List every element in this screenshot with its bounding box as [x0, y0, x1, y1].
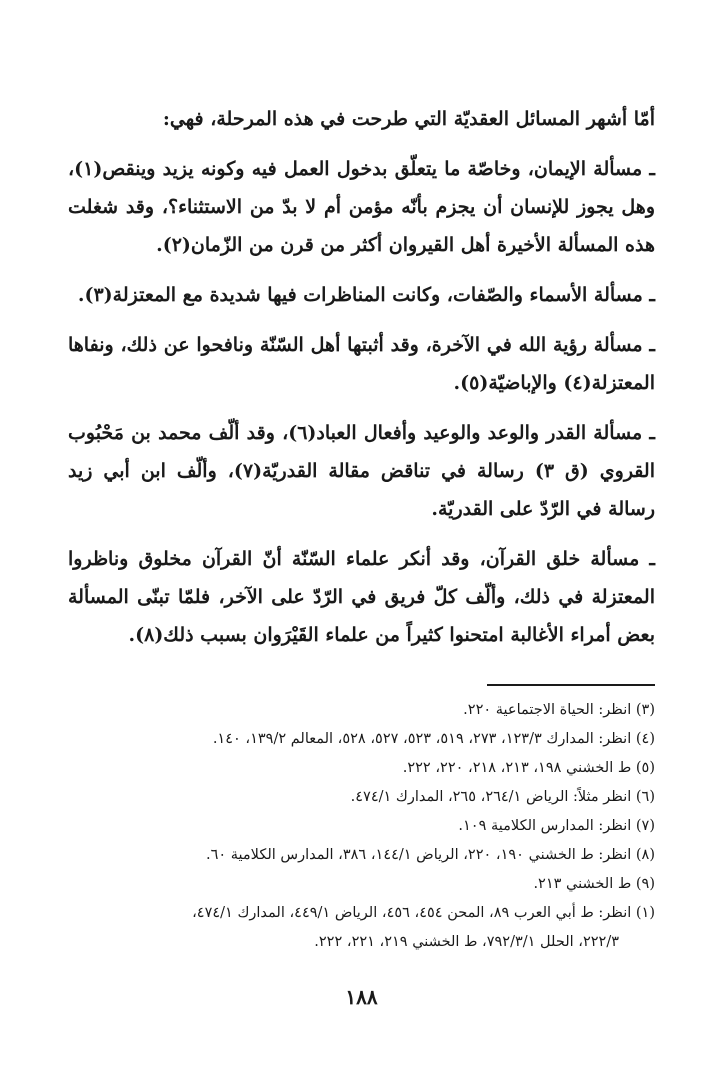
footnote: (٣) انظر: الحياة الاجتماعية ٢٢٠. [463, 702, 655, 718]
page-number: ١٨٨ [345, 985, 378, 1009]
body-item-creation-of-quran: ـ مسألة خلق القرآن، وقد أنكر علماء السّنّة أنّ القرآن مخلوق وناظروا المعتزلة في ذلك، وألّف كلّ فريق في الرّدّ على الآخر، فلمّا تبنّى المسألة بعض أمراء الأغالبة امتحنوا كثيراً من علماء القَيْرَوان بسبب ذلك(٨). [68, 548, 655, 646]
footnote [56, 899, 655, 957]
body-item-predestination: ـ مسألة القدر والوعد والوعيد وأفعال العباد(٦)، وقد ألّف محمد بن مَحْبُوب القروي (ق ٣) رسالة في تناقض مقالة القدريّة(٧)، وألّف ابن أبي زيد رسالة في الرّدّ على القدريّة. [68, 422, 655, 520]
footnote-divider [487, 684, 655, 686]
footnote: (٧) انظر: المدارس الكلامية ١٠٩. [458, 818, 655, 834]
body-item-faith: ـ مسألة الإيمان، وخاصّة ما يتعلّق بدخول العمل فيه وكونه يزيد وينقص(١)، وهل يجوز للإنسان أن يجزم بأنّه مؤمن أم لا بدّ من الاستثناء؟، وقد شغلت هذه المسألة الأخيرة أهل القيروان أكثر من قرن من الزّمان(٢). [68, 158, 655, 256]
footnote: (٨) انظر: ط الخشني ١٩٠، ٢٢٠، الرياض ١٤٤/١، ٣٨٦، المدارس الكلامية ٦٠. [205, 847, 655, 863]
body-item-vision-of-god: ـ مسألة رؤية الله في الآخرة، وقد أثبتها أهل السّنّة ونافحوا عن ذلك، ونفاها المعتزلة(٤) والإباضيّة(٥). [68, 334, 655, 394]
footnote: (٩) ط الخشني ٢١٣. [533, 876, 655, 892]
document-page [68, 100, 655, 1075]
footnotes-section [56, 684, 655, 957]
body-item-names-attributes: ـ مسألة الأسماء والصّفات، وكانت المناظرات فيها شديدة مع المعتزلة(٣). [77, 284, 655, 306]
intro-paragraph: أمّا أشهر المسائل العقديّة التي طرحت في هذه المرحلة، فهي: [162, 108, 655, 130]
footnote: (٤) انظر: المدارك ١٢٣/٣، ٢٧٣، ٥١٩، ٥٢٣، ٥٢٧، ٥٢٨، المعالم ١٣٩/٢، ١٤٠. [212, 731, 655, 747]
footnote: (٥) ط الخشني ١٩٨، ٢١٣، ٢١٨، ٢٢٠، ٢٢٢. [402, 760, 655, 776]
footnote: (٦) انظر مثلاً: الرياض ٢٦٤/١، ٢٦٥، المدارك ٤٧٤/١. [350, 789, 655, 805]
footnote-text: (١) انظر: ط أبي العرب ٨٩، المحن ٤٥٤، ٤٥٦، الرياض ٤٤٩/١، المدارك ٤٧٤/١، [192, 905, 655, 921]
footnote-continuation: ٢٢٢/٣، الحلل ٧٩٢/٣/١، ط الخشني ٢١٩، ٢٢١، ٢٢٢. [314, 934, 619, 950]
